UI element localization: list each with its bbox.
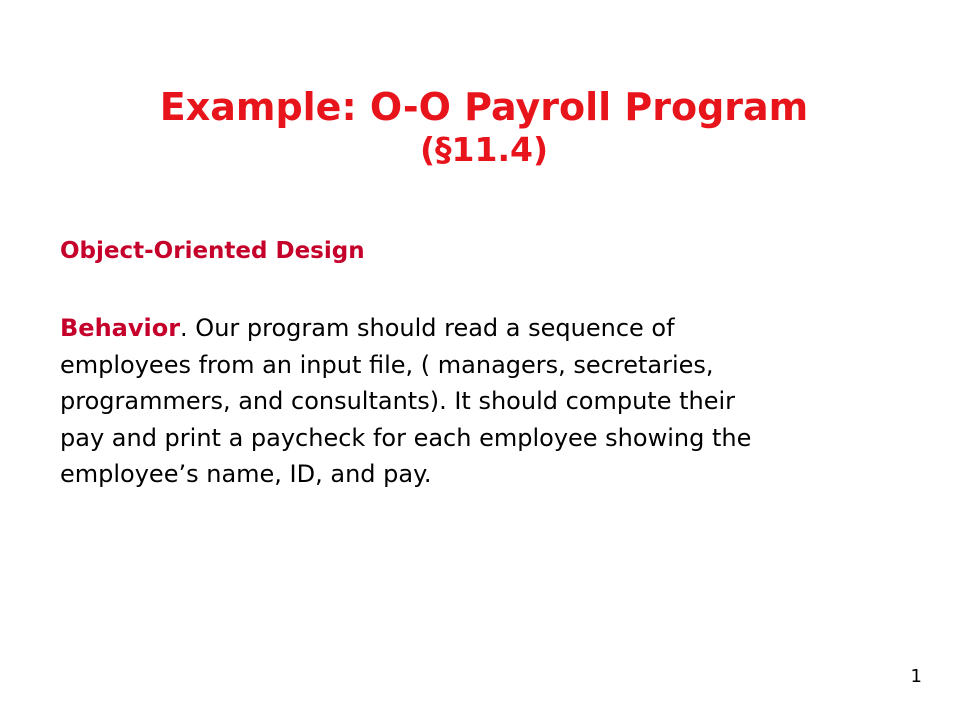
paragraph-line-1-text: . Our program should read a sequence of	[180, 314, 675, 342]
slide-title-block	[0, 84, 960, 170]
slide-title: Example: O-O Payroll Program	[159, 85, 809, 129]
paragraph-line-2: employees from an input file, ( managers, secretaries,	[60, 350, 714, 379]
page-number: 1	[910, 666, 922, 687]
slide-subtitle: (§11.4)	[419, 130, 549, 169]
paragraph-line-4: pay and print a paycheck for each employee showing the	[60, 423, 752, 452]
section-heading: Object-Oriented Design	[60, 238, 365, 264]
paragraph-lead: Behavior	[60, 314, 181, 342]
paragraph-line-5: employee’s name, ID, and pay.	[60, 460, 432, 488]
paragraph-line-1	[60, 310, 910, 347]
body-paragraph	[60, 310, 910, 493]
paragraph-line-3: programmers, and consultants). It should compute their	[60, 387, 736, 415]
